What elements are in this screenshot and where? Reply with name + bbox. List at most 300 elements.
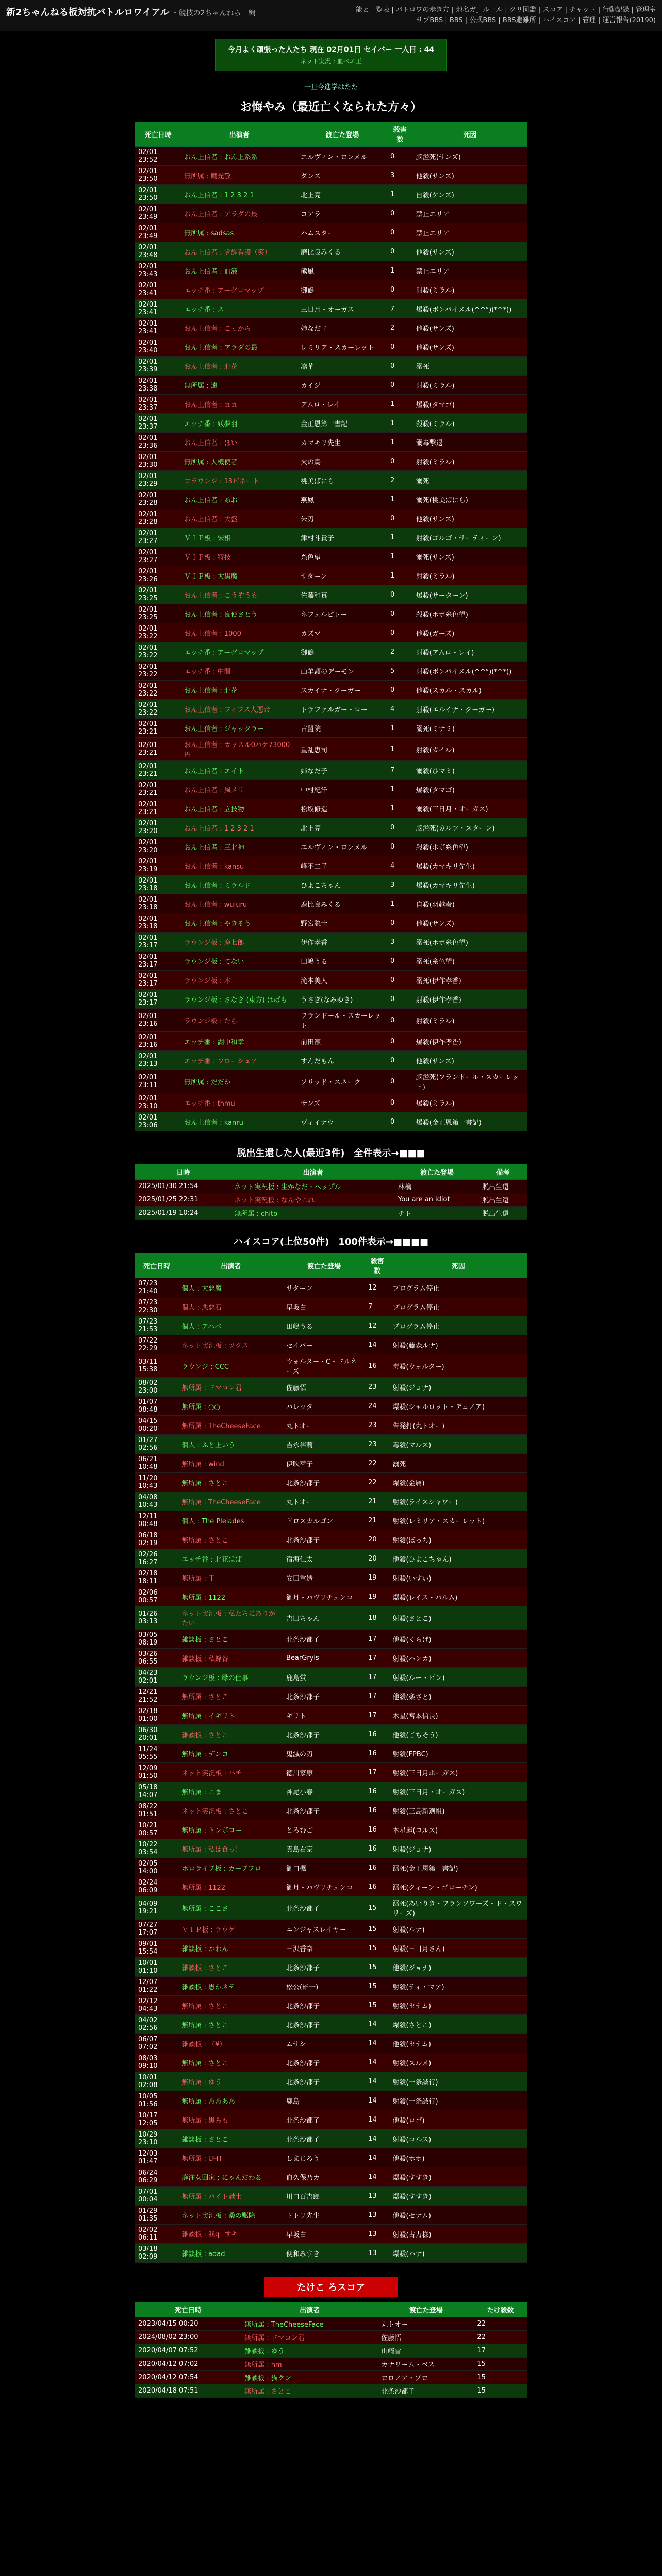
recent-cell: すんだもん <box>297 1051 387 1070</box>
highscore-row <box>135 2110 527 2129</box>
highscore-row <box>135 1744 527 1763</box>
nav-line-2[interactable]: サブBBS | BBS | 公式BBS | BBS避難所 | ハイスコア | 管理 | 運営報告(20190) <box>416 16 656 24</box>
cake-cell[interactable]: 雑談板 : 猫クン <box>241 2371 378 2384</box>
recent-cell[interactable]: ラウンジ板 : たら <box>181 1009 297 1032</box>
recent-row <box>135 299 527 318</box>
highscore-cell: 吉田ちゃん <box>283 1606 365 1630</box>
highscore-cell: 便和みすき <box>283 2244 365 2263</box>
recent-cell: 3 <box>387 166 413 185</box>
highscore-cell[interactable]: 無所属 : トンボロー <box>178 1820 283 1839</box>
highscore-row <box>135 2148 527 2167</box>
highscore-cell[interactable]: ラウンジ板 : 緑の仕事 <box>178 1668 283 1687</box>
highscore-cell: 毒殺(ウォルター) <box>389 1354 527 1378</box>
recent-cell: ネフェルピトー <box>297 604 387 623</box>
highscore-row <box>135 1801 527 1820</box>
recent-cell: 他殺(サンズ) <box>413 913 527 933</box>
recent-cell[interactable]: エッチ番 : thmu <box>181 1093 297 1112</box>
escaped-row <box>135 1180 527 1193</box>
recent-row <box>135 528 527 547</box>
recent-cell[interactable]: エッチ番 : アーグロマップ <box>181 642 297 662</box>
highscore-cell[interactable]: 廃注女回家 : にゃんだわる <box>178 2167 283 2187</box>
recent-row <box>135 875 527 894</box>
highscore-cell[interactable]: 無所属 : ゆう <box>178 2072 283 2091</box>
recent-cell: 峰不二子 <box>297 856 387 875</box>
highscore-row <box>135 1649 527 1668</box>
highscore-cell: 17 <box>365 1687 389 1706</box>
recent-cell[interactable]: ＶＩＰ板 : 特技 <box>181 547 297 566</box>
highscore-cell[interactable]: ネット実況板 : ハチ <box>178 1763 283 1782</box>
recent-cell: 02/01 23:21 <box>135 738 181 761</box>
highscore-cell: 16 <box>365 1725 389 1744</box>
highscore-cell: 09/01 15:54 <box>135 1939 178 1958</box>
highscore-cell[interactable]: 無所属 : TheCheeseFace <box>178 1492 283 1511</box>
highscore-cell: 射殺(三日月・オーガス) <box>389 1782 527 1801</box>
banned-cell[interactable]: 無所属 : chito <box>231 1207 395 1220</box>
recent-cell[interactable]: ラウンジ板 : てない <box>181 952 297 971</box>
highscore-cell[interactable]: 無所属 : さとこ <box>178 1996 283 2015</box>
recent-cell[interactable]: おん上信者 : 立技物 <box>181 799 297 818</box>
recent-cell[interactable]: おん上信者 : 風メリ <box>181 780 297 799</box>
highscore-cell[interactable]: 雑談板 : 愚かネテ <box>178 1977 283 1996</box>
recent-cell: 田嶋うる <box>297 952 387 971</box>
highscore-cell[interactable]: 無所属 : 黒みも <box>178 2110 283 2129</box>
recent-cell: 02/01 23:29 <box>135 471 181 490</box>
recent-cell[interactable]: おん上信者 : 北花 <box>181 357 297 376</box>
highscore-cell[interactable]: ネット実況板 : ツクス <box>178 1335 283 1354</box>
highscore-cell: 12 <box>365 1278 389 1297</box>
highscore-cell[interactable]: 無所属 : 私は食っ！ <box>178 1839 283 1858</box>
highscore-cell[interactable]: エッチ番 : 北花ぱぱ <box>178 1549 283 1568</box>
recent-cell: 溺死 <box>413 357 527 376</box>
highscore-cell[interactable]: 無所属 : さとこ <box>178 1530 283 1549</box>
status-box <box>215 39 448 71</box>
recent-row <box>135 1070 527 1093</box>
highscore-row <box>135 1606 527 1630</box>
recent-row <box>135 395 527 414</box>
cake-cell[interactable]: 無所属 : さとこ <box>241 2384 378 2398</box>
highscore-cell[interactable]: ネット実況板 : 私たちにありがたい <box>178 1606 283 1630</box>
recent-cell[interactable]: おん上信者 : kansu <box>181 856 297 875</box>
highscore-cell[interactable]: 無所属 : TheCheeseFace <box>178 1416 283 1435</box>
recent-cell: 0 <box>387 147 413 166</box>
highscore-cell: 北条沙都子 <box>283 1725 365 1744</box>
highscore-cell: 射殺(ティ・マア) <box>389 1977 527 1996</box>
highscore-row <box>135 1706 527 1725</box>
recent-row <box>135 913 527 933</box>
highscore-cell: 10/22 03:54 <box>135 1839 178 1858</box>
recent-cell[interactable]: おん上信者 : おん上系系 <box>181 147 297 166</box>
recent-cell[interactable]: おん上信者 : ｎｎ <box>181 395 297 414</box>
recent-cell: 凛華 <box>297 357 387 376</box>
recent-cell: 1 <box>387 780 413 799</box>
recent-cell[interactable]: ロラウンジ : 13ビネート <box>181 471 297 490</box>
recent-cell: 02/01 23:27 <box>135 528 181 547</box>
highscore-row <box>135 1820 527 1839</box>
recent-cell[interactable]: おん上信者 : 覚醒看護（笑） <box>181 242 297 261</box>
top-bar <box>0 0 662 31</box>
highscore-cell: 丸トオー <box>283 1492 365 1511</box>
highscore-cell[interactable]: ＶＩＰ板 : ラウゲ <box>178 1920 283 1939</box>
highscore-cell[interactable]: 無所属 : デンコ <box>178 1744 283 1763</box>
highscore-cell[interactable]: 雑談板 : 我qすキ <box>178 2225 283 2244</box>
highscore-cell[interactable]: 無所属 : ○○ <box>178 1397 283 1416</box>
highscore-cell: 爆殺(金属) <box>389 1473 527 1492</box>
highscore-cell[interactable]: 無所属 : wind <box>178 1454 283 1473</box>
recent-deaths-table <box>135 122 527 1131</box>
highscore-row <box>135 2034 527 2053</box>
recent-cell: ヴィイナウ <box>297 1112 387 1131</box>
banned-header: 日時 <box>135 1164 231 1180</box>
cake-cell: 北条沙都子 <box>378 2384 474 2398</box>
recent-cell[interactable]: ラウンジ板 : 鹿七郎 <box>181 933 297 952</box>
highscore-cell: 13 <box>365 2187 389 2206</box>
recent-cell: エルヴィン・ロンメル <box>297 147 387 166</box>
highscore-cell: 安田重造 <box>283 1568 365 1587</box>
highscore-cell[interactable]: 無所属 : こま <box>178 1782 283 1801</box>
recent-header: 死亡日時 <box>135 122 181 147</box>
recent-cell: 爆殺(サーターン) <box>413 585 527 604</box>
cake-score-title: たけこ ろスコア <box>264 2277 398 2297</box>
banned-cell: 2025/01/25 22:31 <box>135 1193 231 1207</box>
highscore-cell[interactable]: 個人 : アハバ <box>178 1316 283 1335</box>
recent-cell[interactable]: おん上信者 : 血液 <box>181 261 297 280</box>
highscore-cell: 田嶋うる <box>283 1316 365 1335</box>
recent-cell: うさぎ(なみゆき) <box>297 990 387 1009</box>
highscore-row <box>135 1958 527 1977</box>
recent-cell: 02/01 23:37 <box>135 395 181 414</box>
recent-cell: 他殺(サンズ) <box>413 242 527 261</box>
highscore-cell: 鹿島 <box>283 2091 365 2110</box>
highscore-cell: 鬼滅の刃 <box>283 1744 365 1763</box>
recent-cell: 02/01 23:28 <box>135 509 181 528</box>
recent-cell[interactable]: 無所属 : だだか <box>181 1070 297 1093</box>
recent-row <box>135 894 527 913</box>
highscore-row <box>135 1920 527 1939</box>
highscore-cell: 03/11 15:38 <box>135 1354 178 1378</box>
highscore-cell[interactable]: 雑談板 : （¥） <box>178 2034 283 2053</box>
recent-cell[interactable]: おん上信者 : こうぞうも <box>181 585 297 604</box>
recent-row <box>135 566 527 585</box>
highscore-cell[interactable]: 無所属 : ここさ <box>178 1896 283 1920</box>
highscore-cell: 北条沙都子 <box>283 1896 365 1920</box>
recent-cell: 0 <box>387 990 413 1009</box>
recent-cell: 御鶴 <box>297 642 387 662</box>
recent-cell[interactable]: エッチ番 : 湖中和幸 <box>181 1032 297 1051</box>
recent-cell: アムロ・レイ <box>297 395 387 414</box>
recent-cell[interactable]: 無所属 : sadsas <box>181 223 297 242</box>
highscore-cell[interactable]: 無所属 : ドマコン君 <box>178 1378 283 1397</box>
recent-cell: 02/01 23:20 <box>135 837 181 856</box>
banned-cell[interactable]: ネット実況板 : なんやこれ <box>231 1193 395 1207</box>
highscore-cell[interactable]: 個人 : 大悪魔 <box>178 1278 283 1297</box>
highscore-cell[interactable]: 無所属 : さとこ <box>178 1687 283 1706</box>
recent-cell: 0 <box>387 1051 413 1070</box>
recent-cell: 02/01 23:19 <box>135 856 181 875</box>
highscore-cell[interactable]: 無所属 : バイト魅士 <box>178 2187 283 2206</box>
highscore-cell[interactable]: 無所属 : UHT <box>178 2148 283 2167</box>
recent-cell: 野宮聡士 <box>297 913 387 933</box>
recent-cell[interactable]: エッチ番 : 中間 <box>181 662 297 681</box>
recent-cell: 2 <box>387 471 413 490</box>
recent-cell: 射殺(ミラル) <box>413 1009 527 1032</box>
recent-row <box>135 700 527 719</box>
recent-cell: 02/01 23:21 <box>135 761 181 780</box>
recent-cell: 禁止エリア <box>413 204 527 223</box>
highscore-row <box>135 2053 527 2072</box>
highscore-cell: 17 <box>365 1630 389 1649</box>
recent-cell: 鹿比良みくる <box>297 894 387 913</box>
recent-cell[interactable]: おん上信者 : エイト <box>181 761 297 780</box>
highscore-cell[interactable]: 無所属 : さとこ <box>178 2053 283 2072</box>
recent-cell[interactable]: おん上信者 : 北花 <box>181 681 297 700</box>
recent-cell[interactable]: エッチ番 : フローシュア <box>181 1051 297 1070</box>
recent-cell: 溺死(ミナミ) <box>413 719 527 738</box>
highscore-cell: 北条沙都子 <box>283 1687 365 1706</box>
highscore-cell[interactable]: 雑談板 : さとこ <box>178 1725 283 1744</box>
cake-cell[interactable]: 雑談板 : ゆう <box>241 2344 378 2358</box>
highscore-cell: 04/15 00:20 <box>135 1416 178 1435</box>
highscore-cell: 14 <box>365 2072 389 2091</box>
recent-cell[interactable]: エッチ番 : 妖夢羽 <box>181 414 297 433</box>
recent-cell: 02/01 23:30 <box>135 452 181 471</box>
highscore-cell: 毒殺(マルス) <box>389 1435 527 1454</box>
highscore-cell: 02/05 14:00 <box>135 1858 178 1877</box>
recent-cell[interactable]: おん上信者 : あお <box>181 490 297 509</box>
highscore-cell: 13 <box>365 2225 389 2244</box>
highscore-cell[interactable]: 個人 : ふと上いう <box>178 1435 283 1454</box>
cake-row <box>135 2384 527 2398</box>
highscore-cell[interactable]: 無所属 : さとこ <box>178 2015 283 2034</box>
cake-cell: 2020/04/07 07:52 <box>135 2344 241 2358</box>
highscore-row <box>135 1839 527 1858</box>
recent-cell: 北上亮 <box>297 818 387 837</box>
highscore-cell[interactable]: 雑談板 : さとこ <box>178 2129 283 2148</box>
recent-cell[interactable]: おん上信者 : カッスル0パケ73000 円 <box>181 738 297 761</box>
highscore-row <box>135 2187 527 2206</box>
recent-cell: 02/01 23:52 <box>135 147 181 166</box>
recent-cell: 射殺(ガイル) <box>413 738 527 761</box>
recent-cell: 02/01 23:18 <box>135 894 181 913</box>
site-subtitle: ・競技の2ちゃんねら一編 <box>171 9 256 18</box>
escaped-row <box>135 1193 527 1207</box>
highscore-cell: ウォルター・C・ドルネーズ <box>283 1354 365 1378</box>
back-link[interactable]: 一旦今進学はたた <box>304 83 358 91</box>
highscore-cell: 14 <box>365 2053 389 2072</box>
recent-row <box>135 585 527 604</box>
recent-cell[interactable]: おん上信者 : フィフス大悪帝 <box>181 700 297 719</box>
highscore-cell[interactable]: 無所属 : さとこ <box>178 1473 283 1492</box>
highscore-cell: 射殺(ルナ) <box>389 1920 527 1939</box>
recent-cell[interactable]: エッチ番 : アーグロマップ <box>181 280 297 299</box>
recent-row <box>135 856 527 875</box>
recent-cell: 02/01 23:18 <box>135 875 181 894</box>
cake-header: たけ殺数 <box>474 2302 527 2317</box>
highscore-cell: 02/26 16:27 <box>135 1549 178 1568</box>
highscore-cell: とろむご <box>283 1820 365 1839</box>
recent-cell: 02/01 23:28 <box>135 490 181 509</box>
recent-cell: 松坂修造 <box>297 799 387 818</box>
highscore-cell[interactable]: 雑談板 : さとこ <box>178 1958 283 1977</box>
recent-cell: 禁止エリア <box>413 261 527 280</box>
highscore-cell[interactable]: 個人 : 悪悪石 <box>178 1297 283 1316</box>
escaped-title[interactable]: 脱出生還した人(最近3件) 全件表示→■■■ <box>237 1148 425 1159</box>
recent-cell[interactable]: おん上信者 : 三北神 <box>181 837 297 856</box>
recent-cell: 02/01 23:25 <box>135 585 181 604</box>
highscore-cell: 他殺(ジョナ) <box>389 1958 527 1977</box>
highscore-cell[interactable]: ネット実況板 : さとこ <box>178 1801 283 1820</box>
highscore-cell[interactable]: 無所属 : ああああ <box>178 2091 283 2110</box>
recent-row <box>135 1009 527 1032</box>
recent-cell[interactable]: おん上信者 : アラダの最 <box>181 337 297 357</box>
recent-cell[interactable]: おん上信者 : 良便さとう <box>181 604 297 623</box>
recent-cell: 射殺(ボンバイメル(^^°)(*^*)) <box>413 662 527 681</box>
recent-row <box>135 261 527 280</box>
recent-cell: 0 <box>387 623 413 642</box>
highscore-cell: 12 <box>365 1316 389 1335</box>
recent-row <box>135 357 527 376</box>
recent-cell: 0 <box>387 1032 413 1051</box>
highscore-cell[interactable]: 無所属 : 1122 <box>178 1587 283 1606</box>
recent-cell: 02/01 23:16 <box>135 1032 181 1051</box>
recent-cell: 他殺(スカル・スカル) <box>413 681 527 700</box>
recent-cell[interactable]: ＶＩＰ板 : 大黒魔 <box>181 566 297 585</box>
recent-cell[interactable]: おん上信者 : ジャックラー <box>181 719 297 738</box>
highscore-row <box>135 1473 527 1492</box>
highscore-cell[interactable]: 雑談板 : adad <box>178 2244 283 2263</box>
cake-cell: カナリーム・ベス <box>378 2358 474 2371</box>
cake-cell[interactable]: 無所属 : TheCheeseFace <box>241 2317 378 2331</box>
recent-cell[interactable]: 無所属 : 遠 <box>181 376 297 395</box>
recent-cell: 02/01 23:40 <box>135 337 181 357</box>
recent-cell: サターン <box>297 566 387 585</box>
highscore-table <box>135 1253 527 2263</box>
highscore-cell: 血久保乃カ <box>283 2167 365 2187</box>
cake-cell[interactable]: 無所属 : ドマコン君 <box>241 2331 378 2344</box>
banned-header: 渡亡た登場 <box>395 1164 479 1180</box>
highscore-cell: 北条沙都子 <box>283 1530 365 1549</box>
recent-cell: 糸色望 <box>297 547 387 566</box>
recent-cell[interactable]: おん上信者 : やきそう <box>181 913 297 933</box>
highscore-row <box>135 2091 527 2110</box>
highscore-cell: 14 <box>365 2034 389 2053</box>
recent-cell: 2 <box>387 642 413 662</box>
recent-row <box>135 452 527 471</box>
nav-line-1[interactable]: 能と一覧表 | バトロワの歩き方 | 地名ガ」ル一ル | クリ図鑑 | スコア | チャット | 行動記録 | 管理室 <box>356 6 656 14</box>
recent-cell[interactable]: ラウンジ板 : さなぎ (東方) はばも <box>181 990 297 1009</box>
recent-cell[interactable]: 無所属 : 鷹光敬 <box>181 166 297 185</box>
highscore-cell: 射殺(一条誠行) <box>389 2091 527 2110</box>
cake-cell: 佐藤悟 <box>378 2331 474 2344</box>
cake-row <box>135 2371 527 2384</box>
highscore-cell[interactable]: 雑談板 : さとこ <box>178 1630 283 1649</box>
recent-cell[interactable]: おん上信者 : アラダの最 <box>181 204 297 223</box>
recent-row <box>135 547 527 566</box>
recent-cell: 殺殺(ホボ糸色望) <box>413 837 527 856</box>
highscore-cell[interactable]: ネット実況板 : 桑の駆除 <box>178 2206 283 2225</box>
highscore-cell: 08/02 23:00 <box>135 1378 178 1397</box>
recent-cell: 0 <box>387 1093 413 1112</box>
recent-cell: 02/01 23:21 <box>135 780 181 799</box>
highscore-cell[interactable]: ホロライブ板 : カーブフロ <box>178 1858 283 1877</box>
highscore-cell: 射殺(ぼっち) <box>389 1530 527 1549</box>
recent-cell: 02/01 23:20 <box>135 818 181 837</box>
highscore-cell: 23 <box>365 1416 389 1435</box>
cake-cell: 22 <box>474 2317 527 2331</box>
highscore-cell[interactable]: 無所属 : 1122 <box>178 1877 283 1896</box>
recent-cell: 02/01 23:49 <box>135 223 181 242</box>
highscore-title[interactable]: ハイスコア(上位50件) 100件表示→■■■■ <box>233 1236 428 1247</box>
recent-cell[interactable]: 無所属 : 人機使者 <box>181 452 297 471</box>
highscore-cell[interactable]: 雑談板 : 私蜂谷 <box>178 1649 283 1668</box>
recent-cell: 爆殺(伊作孝香) <box>413 1032 527 1051</box>
recent-cell: 溺死 <box>413 471 527 490</box>
recent-cell[interactable]: おん上信者 : 大盛 <box>181 509 297 528</box>
highscore-cell[interactable]: 個人 : The Pleiades <box>178 1511 283 1530</box>
highscore-cell: 10/21 00:57 <box>135 1820 178 1839</box>
cake-cell: 丸トオー <box>378 2317 474 2331</box>
recent-row <box>135 738 527 761</box>
recent-cell: 02/01 23:17 <box>135 933 181 952</box>
recent-cell: 爆殺(ボンバイメル(^^°)(*^*)) <box>413 299 527 318</box>
highscore-cell: 06/18 02:19 <box>135 1530 178 1549</box>
recent-row <box>135 509 527 528</box>
cake-header: 死亡日時 <box>135 2302 241 2317</box>
highscore-cell: 16 <box>365 1877 389 1896</box>
recent-cell[interactable]: おん上信者 : ほい <box>181 433 297 452</box>
highscore-row <box>135 1896 527 1920</box>
highscore-cell: 早坂白 <box>283 1297 365 1316</box>
recent-cell: ひよこちゃん <box>297 875 387 894</box>
recent-cell: 1 <box>387 185 413 204</box>
highscore-cell[interactable]: 無所属 : 王 <box>178 1568 283 1587</box>
recent-cell: 姉なだ子 <box>297 761 387 780</box>
site-title[interactable]: 新2ちゃんねる板対抗バトルロワイアル <box>6 7 170 18</box>
highscore-cell[interactable]: 無所属 : イギリト <box>178 1706 283 1725</box>
highscore-cell: 14 <box>365 1335 389 1354</box>
recent-cell[interactable]: おん上信者 : kanru <box>181 1112 297 1131</box>
highscore-cell: 射殺(ジョナ) <box>389 1839 527 1858</box>
recent-cell[interactable]: おん上信者 : 1 2 3 2 1 <box>181 818 297 837</box>
recent-cell[interactable]: おん上信者 : 1 2 3 2 1 <box>181 185 297 204</box>
recent-cell[interactable]: ラウンジ板 : 木 <box>181 971 297 990</box>
recent-cell[interactable]: エッチ番 : ス <box>181 299 297 318</box>
recent-cell: 0 <box>387 971 413 990</box>
highscore-cell: ニンジャスレイヤー <box>283 1920 365 1939</box>
recent-row <box>135 414 527 433</box>
recent-cell: 古盟院 <box>297 719 387 738</box>
highscore-cell: 告発打(丸トオー) <box>389 1416 527 1435</box>
highscore-cell[interactable]: 雑談板 : かわん <box>178 1939 283 1958</box>
recent-cell: ダンズ <box>297 166 387 185</box>
cake-cell[interactable]: 無所属 : nm <box>241 2358 378 2371</box>
highscore-cell[interactable]: ラウンジ : CCC <box>178 1354 283 1378</box>
highscore-cell: 他殺(ごちそう) <box>389 1725 527 1744</box>
recent-cell: 溺死(桃美ばにら) <box>413 490 527 509</box>
recent-cell[interactable]: おん上信者 : こっから <box>181 318 297 337</box>
recent-cell[interactable]: おん上信者 : 1000 <box>181 623 297 642</box>
recent-cell[interactable]: おん上信者 : wuiuru <box>181 894 297 913</box>
recent-cell: 02/01 23:27 <box>135 547 181 566</box>
highscore-cell: 他殺(セナム) <box>389 2206 527 2225</box>
highscore-row <box>135 1435 527 1454</box>
recent-cell: 4 <box>387 700 413 719</box>
recent-cell: 他殺(サンズ) <box>413 509 527 528</box>
recent-cell: 脳溢死(サンズ) <box>413 147 527 166</box>
recent-cell[interactable]: おん上信者 : ミラルド <box>181 875 297 894</box>
highscore-cell: 三沢香奈 <box>283 1939 365 1958</box>
recent-cell[interactable]: ＶＩＰ板 : 宋相 <box>181 528 297 547</box>
banned-cell[interactable]: ネット実況板 : 生かなだ・ヘップル <box>231 1180 395 1193</box>
